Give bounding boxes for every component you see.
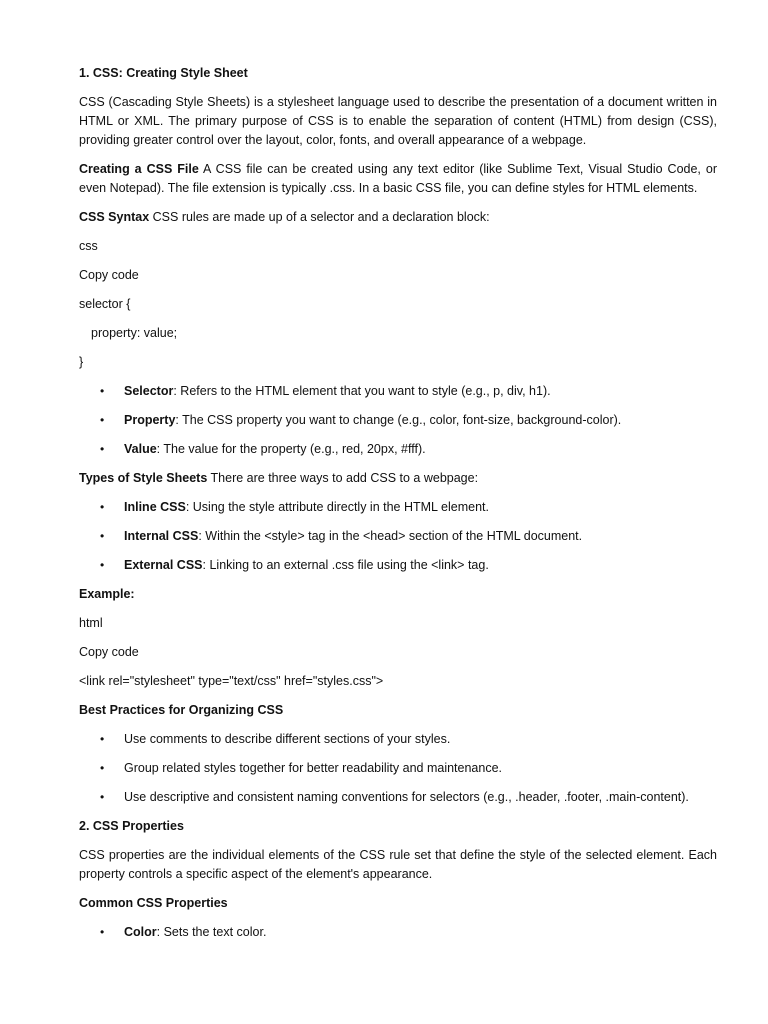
list-item-text: : The value for the property (e.g., red, 20px, #fff). [156,442,426,456]
list-item-label: Inline CSS [124,500,186,514]
list-item-text: : Refers to the HTML element that you want to style (e.g., p, div, h1). [173,384,551,398]
copy-code-link-1[interactable]: Copy code [79,268,139,282]
list-item-text: Group related styles together for better readability and maintenance. [124,761,502,775]
bullet-icon: • [100,529,105,543]
types-of-style-sheets-text: There are three ways to add CSS to a webpage: [207,471,479,485]
syntax-parts-list [79,382,717,459]
list-item-text: : Sets the text color. [156,925,267,939]
list-item-text: : The CSS property you want to change (e.g., color, font-size, background-color). [175,413,622,427]
list-item [79,759,717,778]
css-syntax-paragraph [79,208,717,227]
bullet-icon: • [100,925,105,939]
code-line-selector-open: selector { [79,297,131,311]
code-line-selector-close: } [79,355,84,369]
section-2-intro: CSS properties are the individual elements of the CSS rule set that define the style of the selected element. Each property controls a specific aspect of the element's appearance. [79,848,717,881]
code-language-css: css [79,239,98,253]
list-item-text: : Within the <style> tag in the <head> section of the HTML document. [198,529,583,543]
section-2-heading: 2. CSS Properties [79,819,184,833]
best-practices-heading: Best Practices for Organizing CSS [79,703,284,717]
list-item-text: : Linking to an external .css file using the <link> tag. [202,558,489,572]
bullet-icon: • [100,732,105,746]
list-item-label: External CSS [124,558,203,572]
best-practices-list [79,730,717,807]
bullet-icon: • [100,413,105,427]
code-line-property-value: property: value; [91,326,178,340]
types-of-style-sheets-paragraph [79,469,717,488]
code-line-link-tag: <link rel="stylesheet" type="text/css" href="styles.css"> [79,674,384,688]
list-item [79,498,717,517]
common-css-properties-heading: Common CSS Properties [79,896,228,910]
copy-code-link-2[interactable]: Copy code [79,645,139,659]
section-1-intro: CSS (Cascading Style Sheets) is a stylesheet language used to describe the presentation of a document written in HTML or XML. The primary purpose of CSS is to enable the separation of content (HTML) from design (CSS), providing greater control over the layout, color, fonts, and overall appearance of a webpage. [79,95,717,147]
bullet-icon: • [100,790,105,804]
list-item [79,440,717,459]
css-syntax-text: CSS rules are made up of a selector and a declaration block: [149,210,490,224]
creating-css-file-paragraph [79,160,717,198]
bullet-icon: • [100,500,105,514]
list-item-label: Property [124,413,176,427]
code-language-html: html [79,616,103,630]
list-item-text: : Using the style attribute directly in the HTML element. [185,500,489,514]
list-item [79,382,717,401]
list-item [79,730,717,749]
css-syntax-label: CSS Syntax [79,210,150,224]
bullet-icon: • [100,558,105,572]
style-sheet-types-list [79,498,717,575]
creating-css-file-text: A CSS file can be created using any text editor (like Sublime Text, Visual Studio Code, or even Notepad). The file extension is typically .css. In a basic CSS file, you can define styles for HTML elements. [79,162,717,195]
example-label: Example: [79,587,135,601]
list-item-text: Use comments to describe different sections of your styles. [124,732,451,746]
bullet-icon: • [100,442,105,456]
bullet-icon: • [100,761,105,775]
list-item-label: Selector [124,384,174,398]
types-of-style-sheets-label: Types of Style Sheets [79,471,208,485]
section-1-heading: 1. CSS: Creating Style Sheet [79,66,248,80]
list-item [79,923,717,942]
list-item [79,556,717,575]
list-item-label: Value [124,442,157,456]
creating-css-file-label: Creating a CSS File [79,162,199,176]
list-item-text: Use descriptive and consistent naming conventions for selectors (e.g., .header, .footer, .main-content). [124,790,689,804]
document-page [79,64,717,952]
list-item [79,527,717,546]
bullet-icon: • [100,384,105,398]
list-item [79,788,717,807]
list-item [79,411,717,430]
list-item-label: Color [124,925,157,939]
list-item-label: Internal CSS [124,529,199,543]
common-properties-list [79,923,717,942]
